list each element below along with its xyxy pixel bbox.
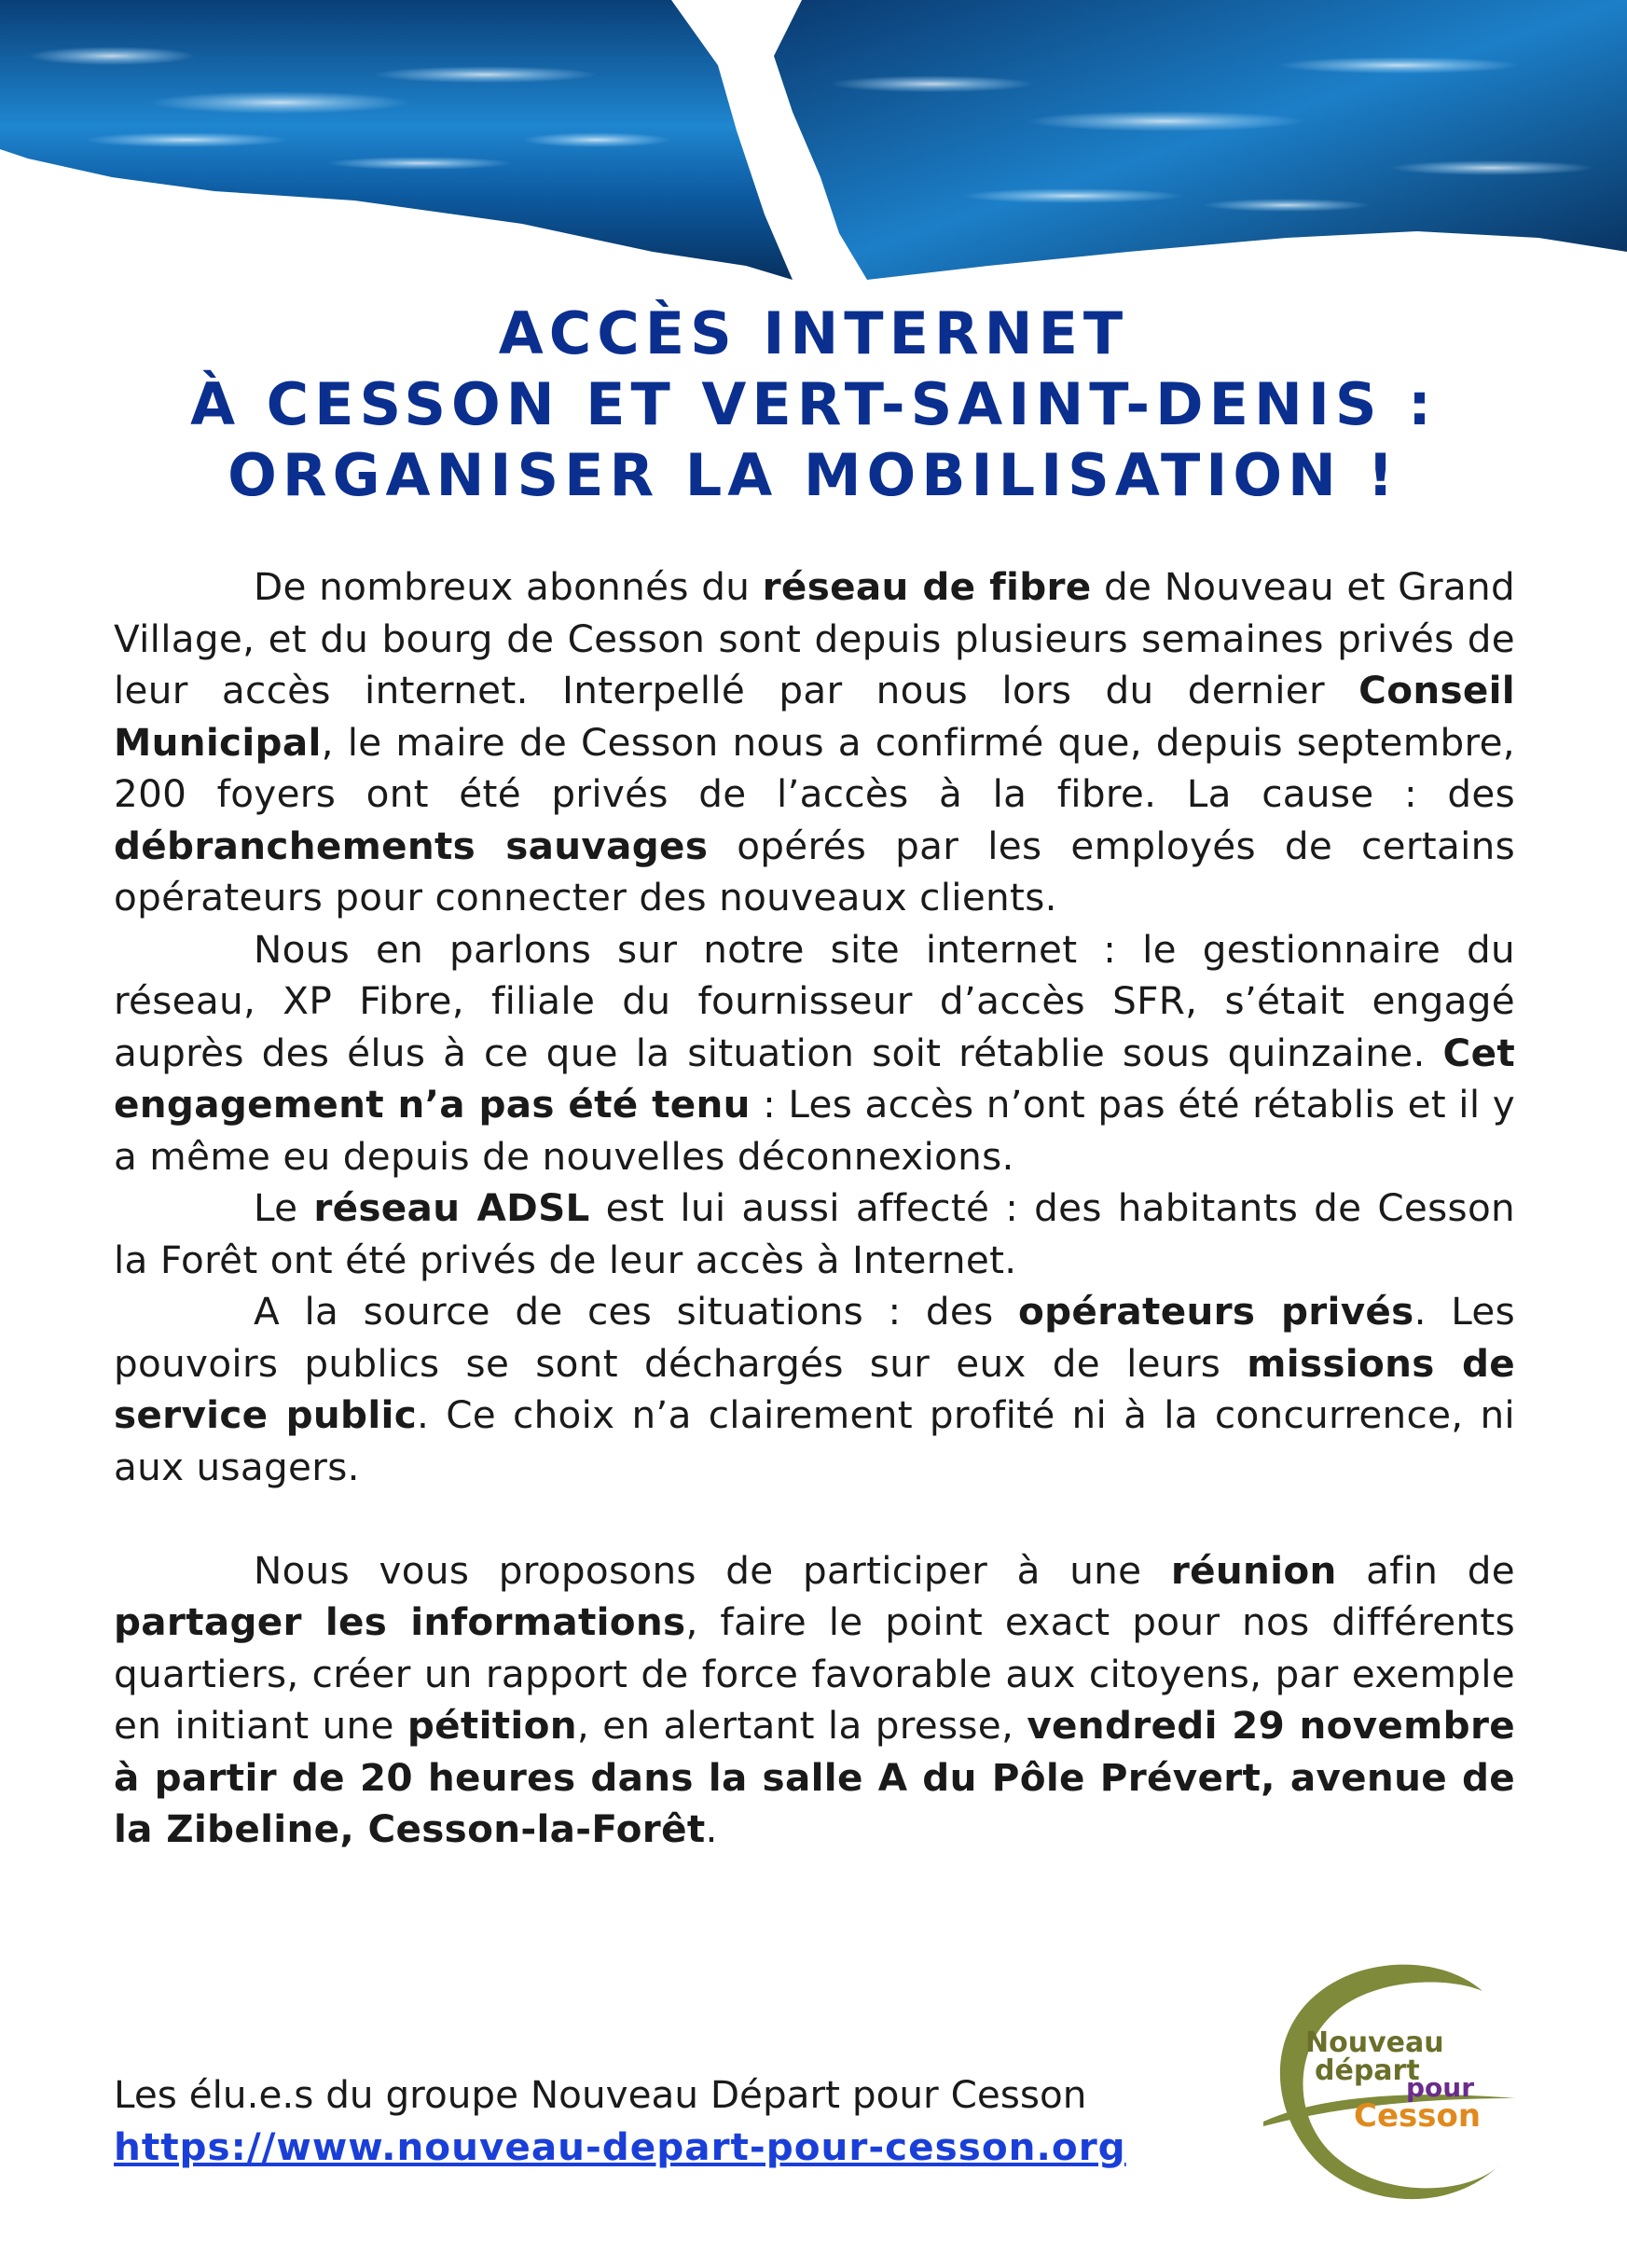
paragraph-meeting: Nous vous proposons de participer à une réunion afin de partager les informations, faire le point exact pour nos différents quartiers, créer un rapport de force favorable aux citoyens, par exemple en initiant une pétition, en alertant la presse, vendredi 29 novembre à partir de 20 heures dans la salle A du Pôle Prévert, avenue de la Zibeline, Cesson-la-Forêt. (114, 1547, 1515, 1851)
paragraph-xp-fibre: Nous en parlons sur notre site internet : le gestionnaire du réseau, XP Fibre, filiale du fournisseur d’accès SFR, s’était engagé auprès des élus à ce que la situation soit rétablie sous quinzaine. Cet engagement n’a pas été tenu : Les accès n’ont pas été rétablis et il y a même eu depuis de nouvelles déconnexions. (114, 926, 1515, 1179)
fiber-right (774, 0, 1627, 280)
paragraph-spacer (114, 1493, 1515, 1545)
logo-word-cesson: Cesson (1354, 2097, 1482, 2135)
article-body (114, 561, 1515, 1856)
fiber-optic-banner (0, 0, 1627, 298)
title-line-2: À CESSON ET VERT-SAINT-DENIS : (190, 370, 1437, 438)
signature-text: Les élu.e.s du groupe Nouveau Départ pour Cesson (114, 2072, 1087, 2117)
website-link[interactable]: https://www.nouveau-depart-pour-cesson.org (114, 2124, 1126, 2169)
signature-block (114, 2068, 1126, 2173)
logo-word-nouveau: Nouveau (1305, 2026, 1444, 2059)
title-line-1: ACCÈS INTERNET (498, 299, 1129, 367)
paragraph-adsl: Le réseau ADSL est lui aussi affecté : des habitants de Cesson la Forêt ont été privés de leur accès à Internet. (114, 1185, 1515, 1282)
title-line-3: ORGANISER LA MOBILISATION ! (228, 441, 1399, 509)
page-title (0, 298, 1627, 511)
paragraph-private-operators: A la source de ces situations : des opérateurs privés. Les pouvoirs publics se sont déchargés sur eux de leurs missions de service public. Ce choix n’a clairement profité ni à la concurrence, ni aux usagers. (114, 1289, 1515, 1489)
nouveau-depart-logo (1249, 1949, 1529, 2220)
logo-word-depart: départ (1315, 2054, 1420, 2087)
logo-word-pour: pour (1406, 2072, 1475, 2103)
paragraph-fiber-outage: De nombreux abonnés du réseau de fibre de Nouveau et Grand Village, et du bourg de Cesson sont depuis plusieurs semaines privés de leur accès internet. Interpellé par nous lors du dernier Conseil Municipal, le maire de Cesson nous a confirmé que, depuis septembre, 200 foyers ont été privés de l’accès à la fibre. La cause : des débranchements sauvages opérés par les employés de certains opérateurs pour connecter des nouveaux clients. (114, 564, 1515, 920)
